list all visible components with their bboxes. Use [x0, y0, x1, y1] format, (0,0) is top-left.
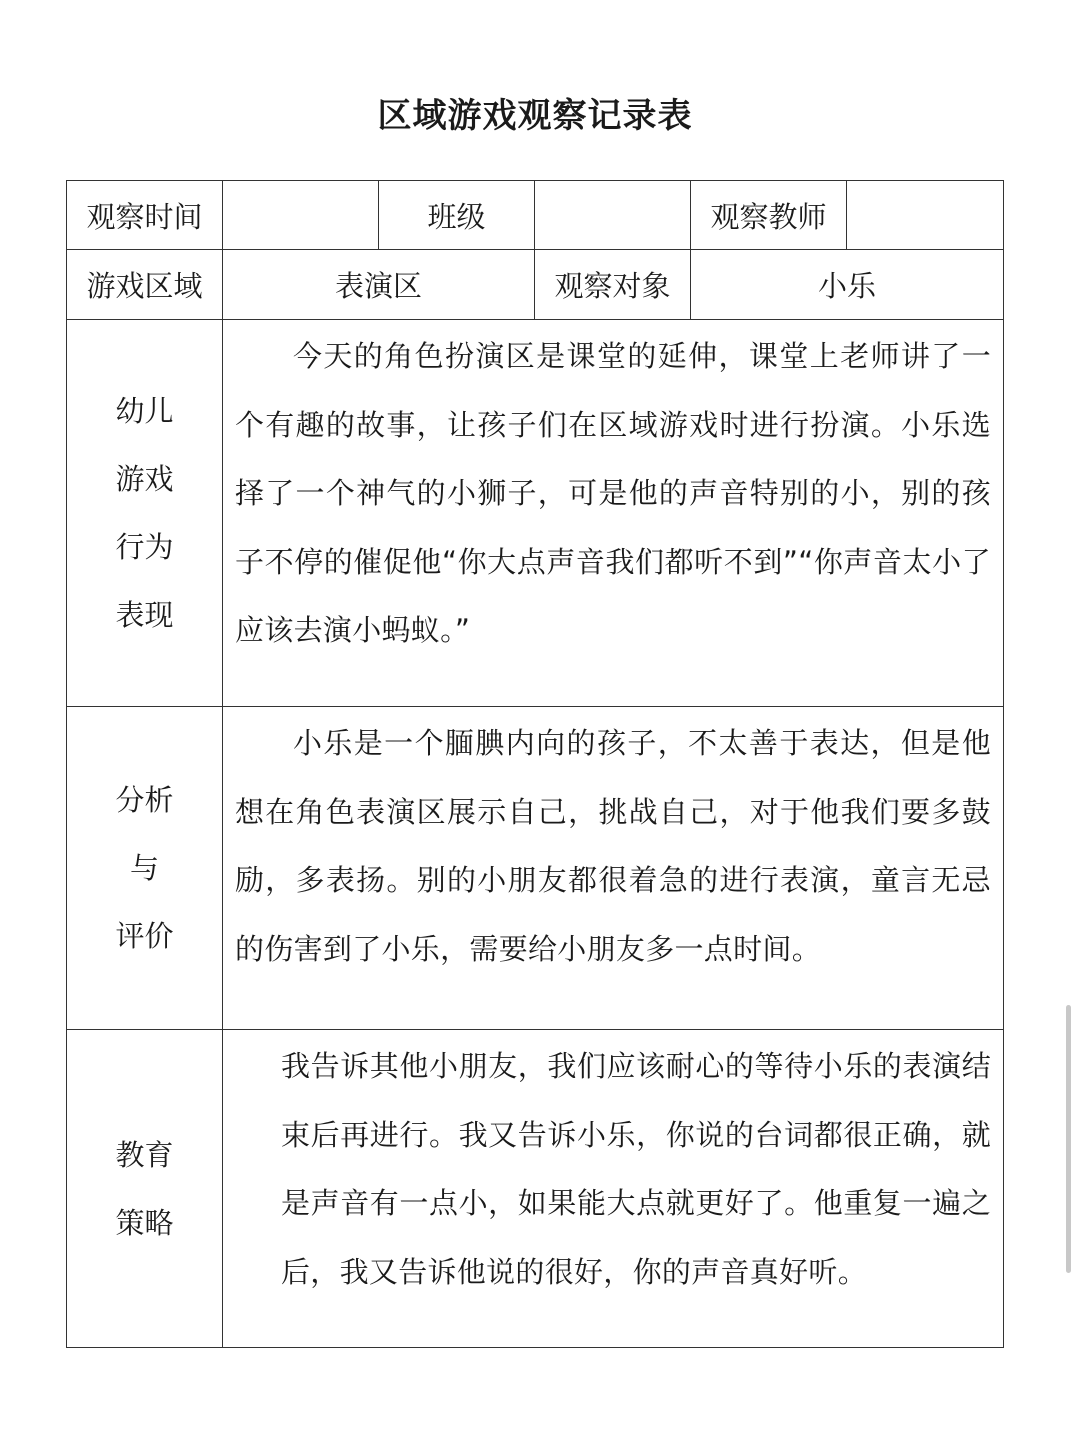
observing-teacher-label: 观察教师 — [691, 181, 847, 250]
strategy-cell — [223, 1030, 1004, 1348]
strategy-label-line: 策略 — [115, 1205, 174, 1240]
behavior-label — [67, 320, 223, 707]
behavior-label-line: 行为 — [115, 530, 174, 564]
observing-teacher-value — [847, 181, 1004, 250]
page-title: 区域游戏观察记录表 — [377, 96, 693, 136]
table-row-analysis — [67, 707, 1004, 1030]
behavior-cell — [223, 320, 1004, 707]
strategy-label-line: 教育 — [115, 1137, 174, 1172]
class-label: 班级 — [379, 181, 535, 250]
observation-subject-value: 小乐 — [691, 250, 1004, 320]
table-row-strategy — [67, 1030, 1004, 1348]
analysis-cell — [223, 707, 1004, 1030]
observation-subject-label: 观察对象 — [535, 250, 691, 320]
observation-time-label: 观察时间 — [67, 181, 223, 250]
scrollbar-thumb[interactable] — [1066, 1005, 1071, 1273]
behavior-text: 今天的角色扮演区是课堂的延伸，课堂上老师讲了一个有趣的故事，让孩子们在区域游戏时进行扮演。小乐选择了一个神气的小狮子，可是他的声音特别的小，别的孩子不停的催促他“你大点声音我们都听不到”“你声音太小了应该去演小蚂蚁。” — [235, 339, 991, 647]
strategy-label — [67, 1030, 223, 1348]
strategy-text: 我告诉其他小朋友，我们应该耐心的等待小乐的表演结束后再进行。我又告诉小乐，你说的台词都很正确，就是声音有一点小，如果能大点就更好了。他重复一遍之后，我又告诉他说的很好，你的声音真好听。 — [281, 1049, 991, 1289]
behavior-label-line: 幼儿 — [115, 394, 174, 428]
analysis-label-line: 分析 — [115, 783, 174, 817]
analysis-label-line: 与 — [129, 851, 159, 885]
behavior-label-line: 游戏 — [115, 462, 174, 496]
table-row-basic-info — [67, 181, 1004, 250]
table-row-area-info — [67, 250, 1004, 320]
observation-time-value — [223, 181, 379, 250]
behavior-label-line: 表现 — [115, 598, 174, 632]
class-value — [535, 181, 691, 250]
observation-record-table — [66, 180, 1004, 1348]
table-row-behavior — [67, 320, 1004, 707]
analysis-label-line: 评价 — [115, 919, 174, 953]
analysis-text: 小乐是一个腼腆内向的孩子，不太善于表达，但是他想在角色表演区展示自己，挑战自己，对于他我们要多鼓励，多表扬。别的小朋友都很着急的进行表演，童言无忌的伤害到了小乐，需要给小朋友多一点时间。 — [235, 726, 991, 966]
game-area-label: 游戏区域 — [67, 250, 223, 320]
game-area-value: 表演区 — [223, 250, 535, 320]
analysis-label — [67, 707, 223, 1030]
